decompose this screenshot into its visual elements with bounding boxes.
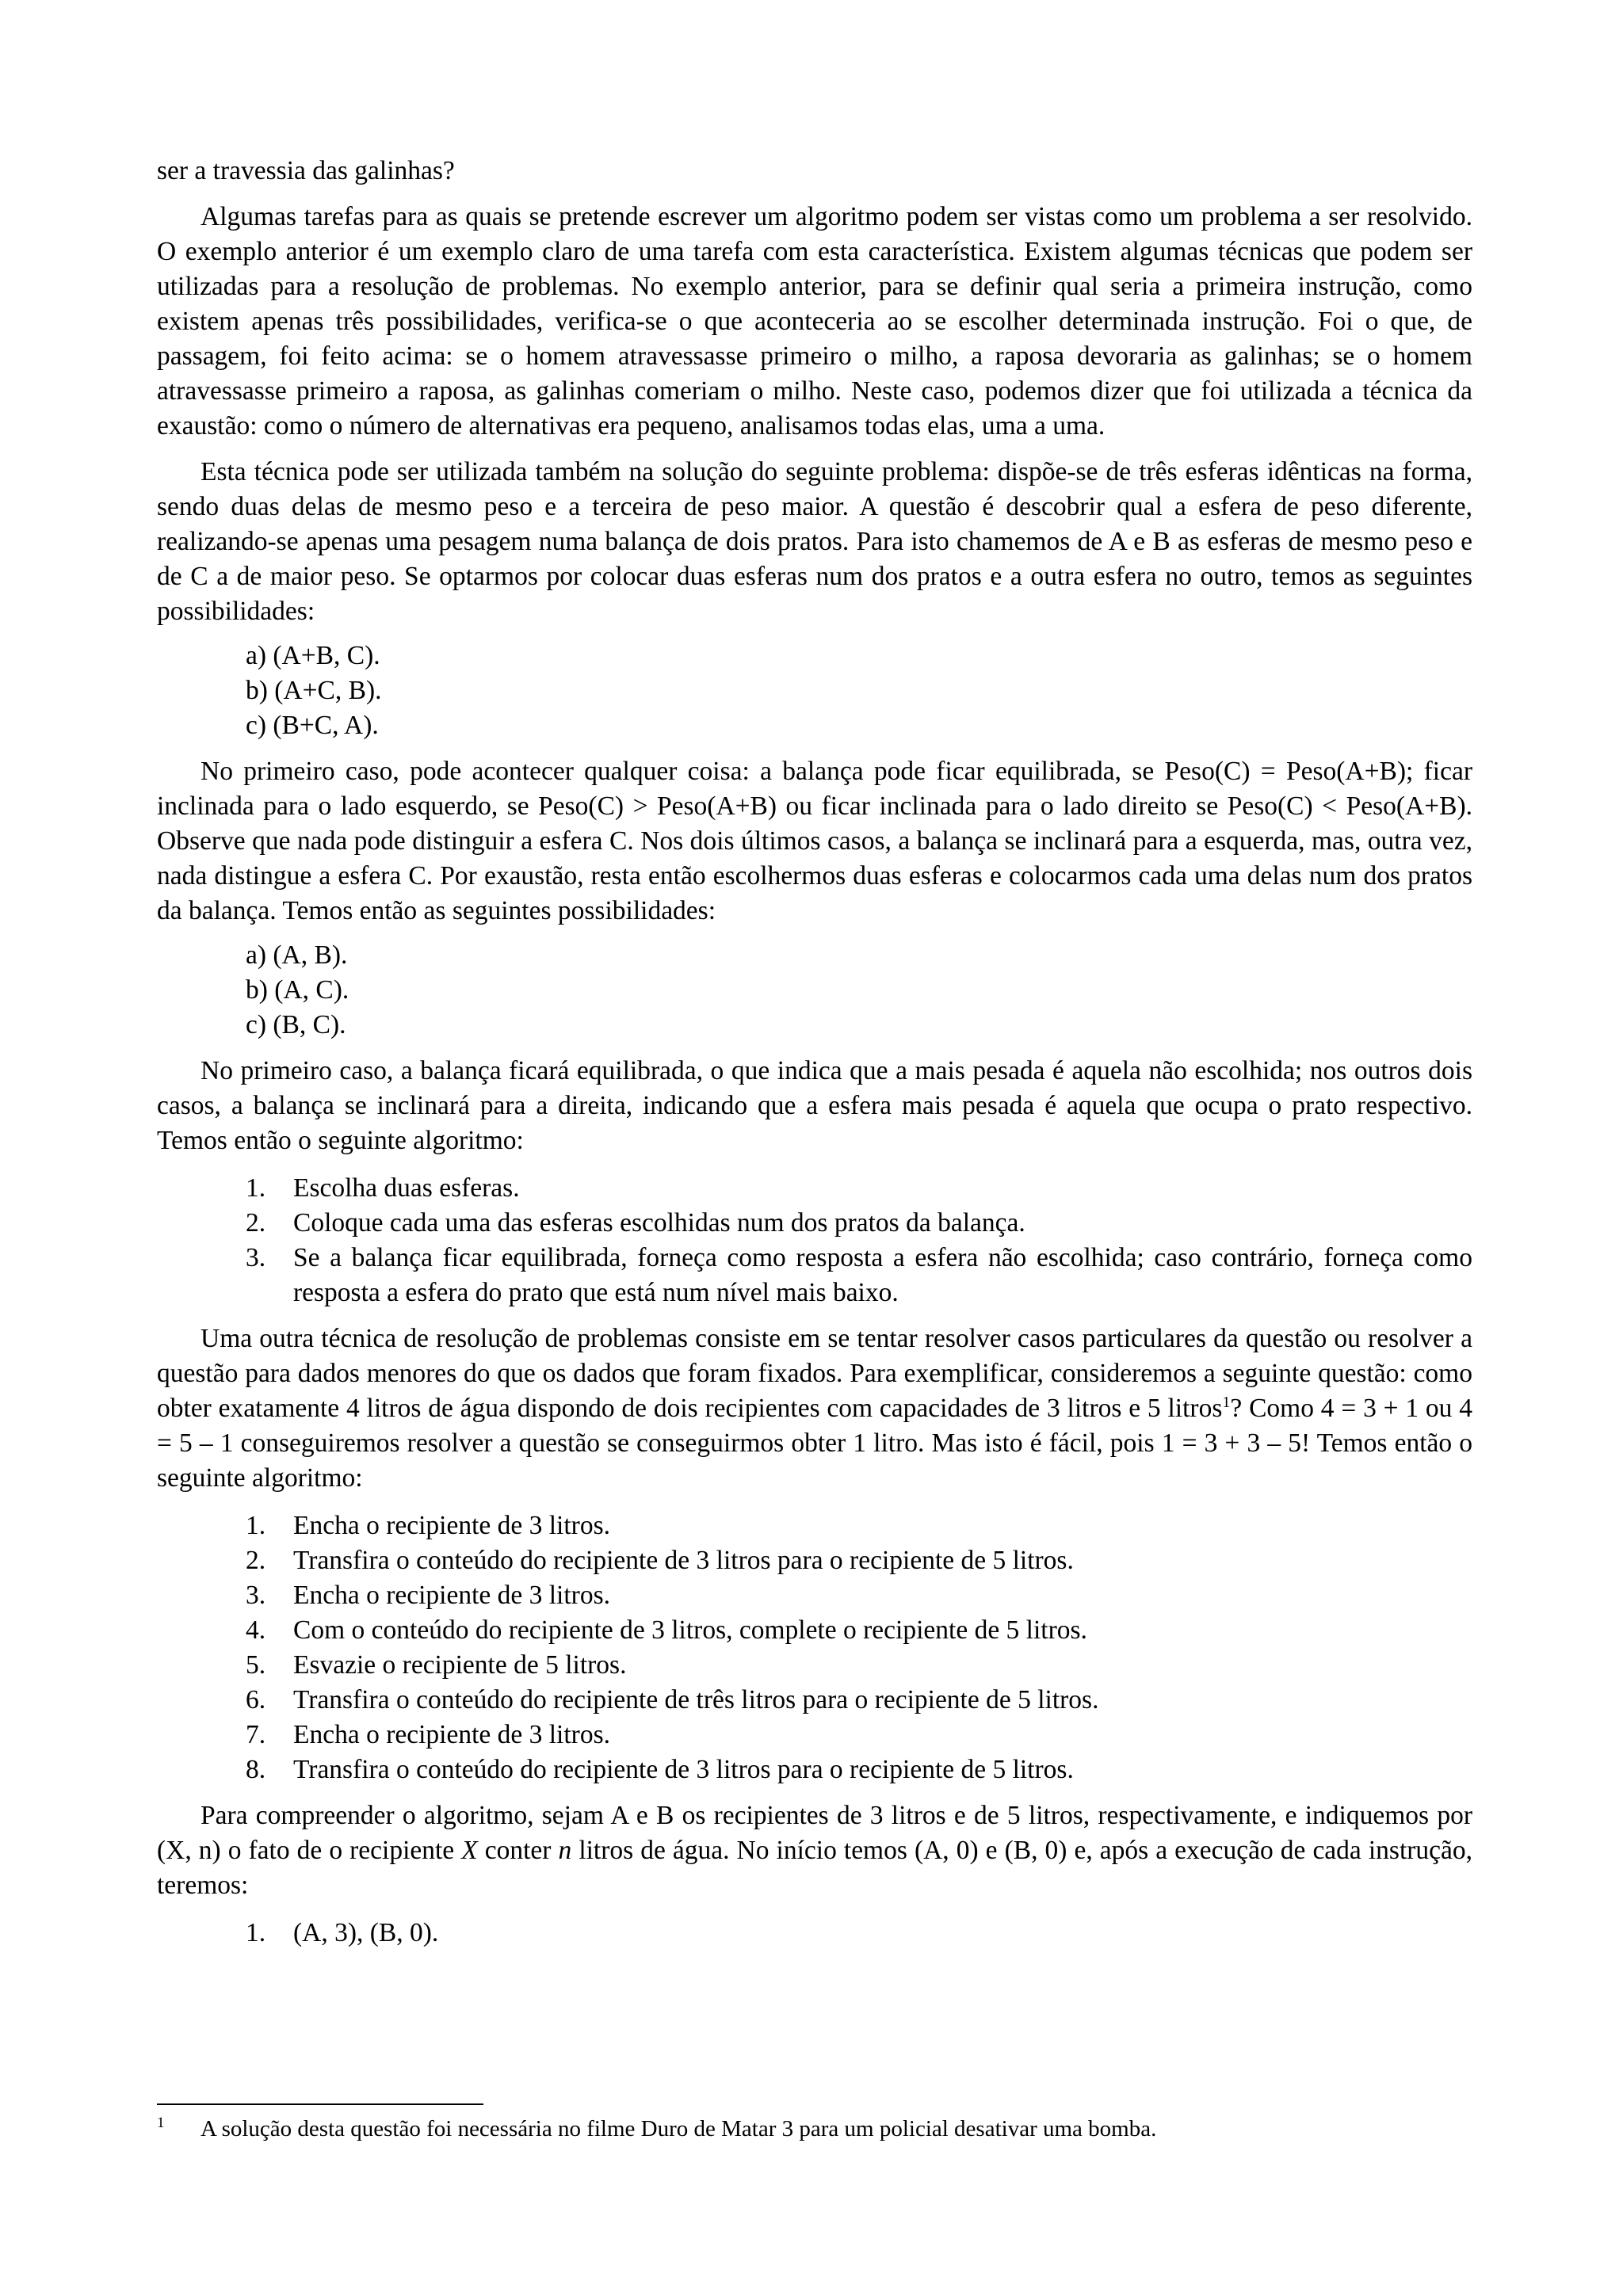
execution-trace [246,1916,1472,1951]
paragraph-4: No primeiro caso, a balança ficará equilibrada, o que indica que a mais pesada é aquela não escolhida; nos outros dois casos, a balança se inclinará para a direita, indicando que a esfera mais pesada é aquela que ocupa o prato respectivo. Temos então o seguinte algoritmo: [157,1056,1472,1155]
list-item: 1. Escolha duas esferas. [246,1173,520,1203]
possibilities-list-1 [246,639,1472,743]
list-item: 2. Transfira o conteúdo do recipiente de 3 litros para o recipiente de 5 litros. [246,1546,1074,1575]
list-item: 8. Transfira o conteúdo do recipiente de 3 litros para o recipiente de 5 litros. [246,1755,1074,1784]
list-item: b) (A, C). [246,975,349,1005]
paragraph-6: Para compreender o algoritmo, sejam A e B os recipientes de 3 litros e de 5 litros, respectivamente, e indiquemos por (X, n) o fato de o recipiente X conter n litros de água. No início temos (A, 0) e (B, 0) e, após a execução de cada instrução, teremos: [157,1801,1473,1900]
paragraph-3: No primeiro caso, pode acontecer qualquer coisa: a balança pode ficar equilibrada, se Peso(C) = Peso(A+B); ficar inclinada para o lado esquerdo, se Peso(C) > Peso(A+B) ou ficar inclinada para o lado direito se Peso(C) < Peso(A+B). Observe que nada pode distinguir a esfera C. Nos dois últimos casos, a balança se inclinará para a esquerda, mas, outra vez, nada distingue a esfera C. Por exaustão, resta então escolhermos duas esferas e colocarmos cada uma delas num dos pratos da balança. Temos então as seguintes possibilidades: [157,757,1472,925]
paragraph-5: Uma outra técnica de resolução de problemas consiste em se tentar resolver casos particulares da questão ou resolver a questão para dados menores do que os dados que foram fixados. Para exemplificar, consideremos a seguinte questão: como obter exatamente 4 litros de água dispondo de dois recipientes com capacidades de 3 litros e 5 litros$^1$? Como 4 = 3 + 1 ou 4 = 5 – 1 conseguiremos resolver a questão se conseguirmos obter 1 litro. Mas isto é fácil, pois 1 = 3 + 3 – 5! Temos então o seguinte algoritmo: [157,1324,1472,1493]
list-item: 3. Se a balança ficar equilibrada, forneça como resposta a esfera não escolhida; caso contrário, forneça como resposta a esfera do prato que está num nível mais baixo. [246,1243,1472,1307]
list-item: 3. Encha o recipiente de 3 litros. [246,1581,610,1610]
paragraph-2: Esta técnica pode ser utilizada também na solução do seguinte problema: dispõe-se de três esferas idênticas na forma, sendo duas delas de mesmo peso e a terceira de peso maior. A questão é descobrir qual a esfera de peso diferente, realizando-se apenas uma pesagem numa balança de dois pratos. Para isto chamemos de A e B as esferas de mesmo peso e de C a de maior peso. Se optarmos por colocar duas esferas num dos pratos e a outra esfera no outro, temos as seguintes possibilidades: [157,457,1472,626]
possibilities-list-2 [246,938,1472,1043]
footnote-mark: 1 [157,2115,165,2131]
footnote-separator [157,2103,483,2105]
list-item: 7. Encha o recipiente de 3 litros. [246,1720,610,1749]
list-item: c) (B+C, A). [246,711,379,740]
list-item: 4. Com o conteúdo do recipiente de 3 litros, complete o recipiente de 5 litros. [246,1615,1087,1645]
list-item: a) (A+B, C). [246,641,380,670]
document-page [157,154,1472,1951]
footnote-reference[interactable]: 1 [1222,1393,1231,1411]
list-item: a) (A, B). [246,940,348,970]
paragraph-1: Algumas tarefas para as quais se pretende escrever um algoritmo podem ser vistas como um problema a ser resolvido. O exemplo anterior é um exemplo claro de uma tarefa com esta característica. Existem algumas técnicas que podem ser utilizadas para a resolução de problemas. No exemplo anterior, para se definir qual seria a primeira instrução, como existem apenas três possibilidades, verifica-se o que aconteceria ao se escolher determinada instrução. Foi o que, de passagem, foi feito acima: se o homem atravessasse primeiro o milho, a raposa devoraria as galinhas; se o homem atravessasse primeiro a raposa, as galinhas comeriam o milho. Neste caso, podemos dizer que foi utilizada a técnica da exaustão: como o número de alternativas era pequeno, analisamos todas elas, uma a uma. [157,202,1472,441]
list-item: c) (B, C). [246,1010,346,1039]
list-item: 1. Encha o recipiente de 3 litros. [246,1511,610,1540]
list-item: 1. (A, 3), (B, 0). [246,1918,439,1947]
list-item: 2. Coloque cada uma das esferas escolhidas num dos pratos da balança. [246,1208,1025,1238]
paragraph-0: ser a travessia das galinhas? [157,156,455,185]
footnote [157,2114,1472,2144]
algorithm-spheres [246,1171,1472,1310]
list-item: 6. Transfira o conteúdo do recipiente de três litros para o recipiente de 5 litros. [246,1685,1099,1714]
list-item: 5. Esvazie o recipiente de 5 litros. [246,1650,627,1680]
algorithm-water [246,1508,1472,1787]
footnote-text: A solução desta questão foi necessária no filme Duro de Matar 3 para um policial desativar uma bomba. [200,2116,1157,2142]
list-item: b) (A+C, B). [246,676,382,705]
